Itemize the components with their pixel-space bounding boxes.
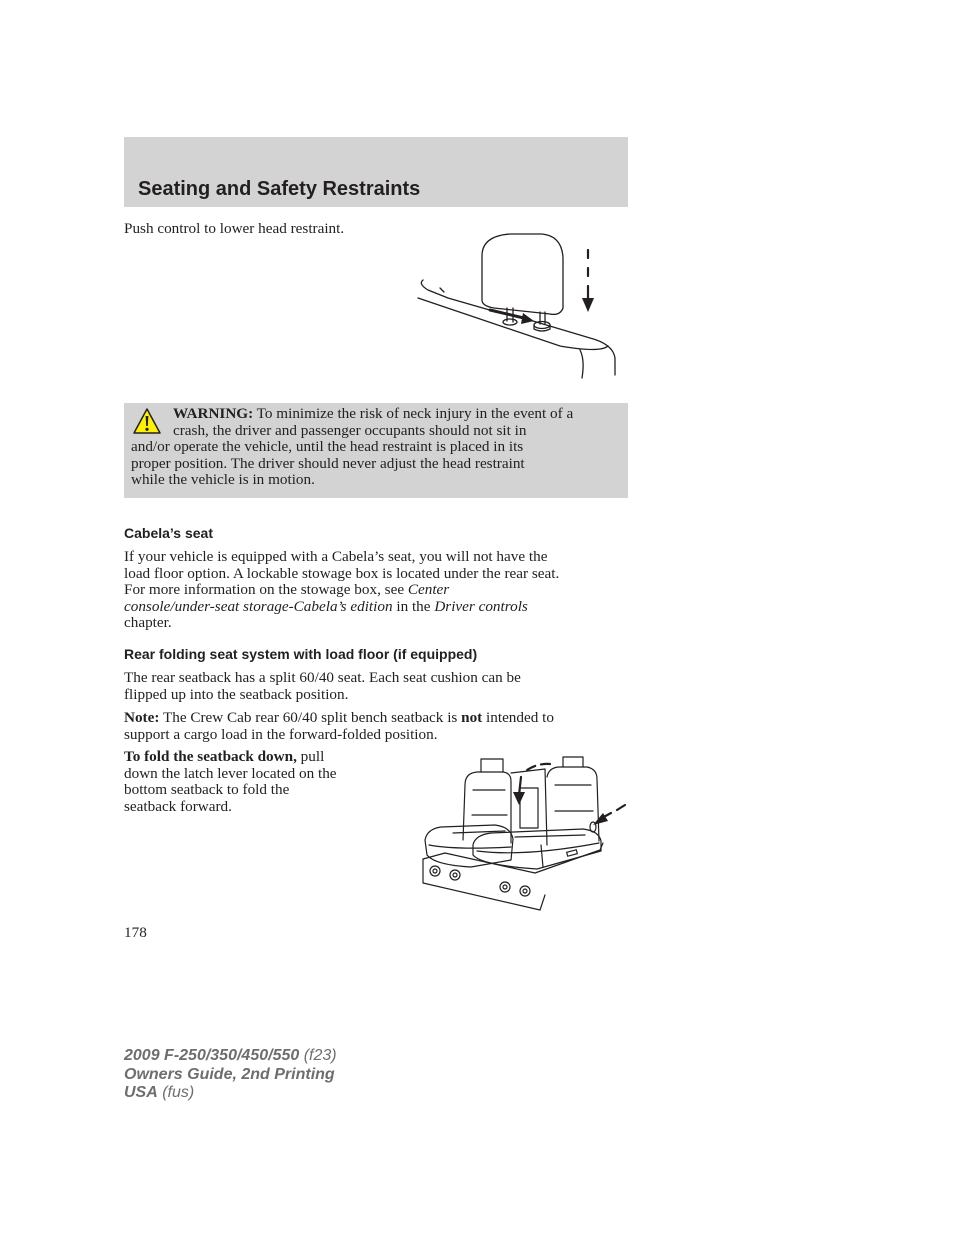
rear-seat-illustration bbox=[415, 755, 635, 915]
fold-label: To fold the seatback down, bbox=[124, 748, 297, 765]
cross-reference: Center bbox=[407, 581, 450, 598]
footer-model: 2009 F-250/350/450/550 bbox=[124, 1047, 300, 1064]
warning-text: WARNING: To minimize the risk of neck injury in the event of a crash, the driver and passenger occupants should not sit in and/or operate the vehicle, until the head restraint is placed in its proper position. The driver should never adjust the head restraint while the vehicle is in motion. bbox=[131, 405, 574, 488]
note-label: Note: bbox=[124, 709, 160, 726]
warning-label: WARNING: bbox=[173, 405, 254, 422]
document-footer: 2009 F-250/350/450/550 (f23) Owners Guide, 2nd Printing USA (fus) bbox=[124, 1047, 337, 1101]
cross-reference: console/under-seat storage-Cabela’s edition bbox=[124, 597, 393, 615]
footer-guide: Owners Guide, 2nd Printing bbox=[124, 1065, 335, 1083]
head-restraint-illustration bbox=[410, 228, 630, 383]
rear-folding-seat-heading: Rear folding seat system with load floor (if equipped) bbox=[124, 646, 478, 662]
note-paragraph: Note: The Crew Cab rear 60/40 split bench seatback is not intended to support a cargo load in the forward-folded position. bbox=[124, 709, 554, 743]
section-title: Seating and Safety Restraints bbox=[138, 178, 421, 200]
cabelas-seat-heading: Cabela’s seat bbox=[124, 525, 213, 541]
chapter-reference: Driver controls bbox=[434, 597, 528, 615]
footer-region: USA bbox=[124, 1084, 158, 1101]
cabelas-seat-paragraph: If your vehicle is equipped with a Cabela’s seat, you will not have the load floor option. A lockable stowage box is located under the rear seat. For more information on the stowage box, see Center console/under-seat storage-Cabela’s edition in the Driver controls chapter. bbox=[124, 548, 560, 631]
intro-text: Push control to lower head restraint. bbox=[124, 220, 345, 237]
fold-seatback-paragraph: To fold the seatback down, pull down the latch lever located on the bottom seatback to fold the seatback forward. bbox=[124, 748, 337, 815]
rear-seat-paragraph: The rear seatback has a split 60/40 seat. Each seat cushion can be flipped up into the seatback position. bbox=[124, 669, 521, 703]
page-number: 178 bbox=[124, 924, 147, 941]
warning-box bbox=[124, 403, 628, 498]
